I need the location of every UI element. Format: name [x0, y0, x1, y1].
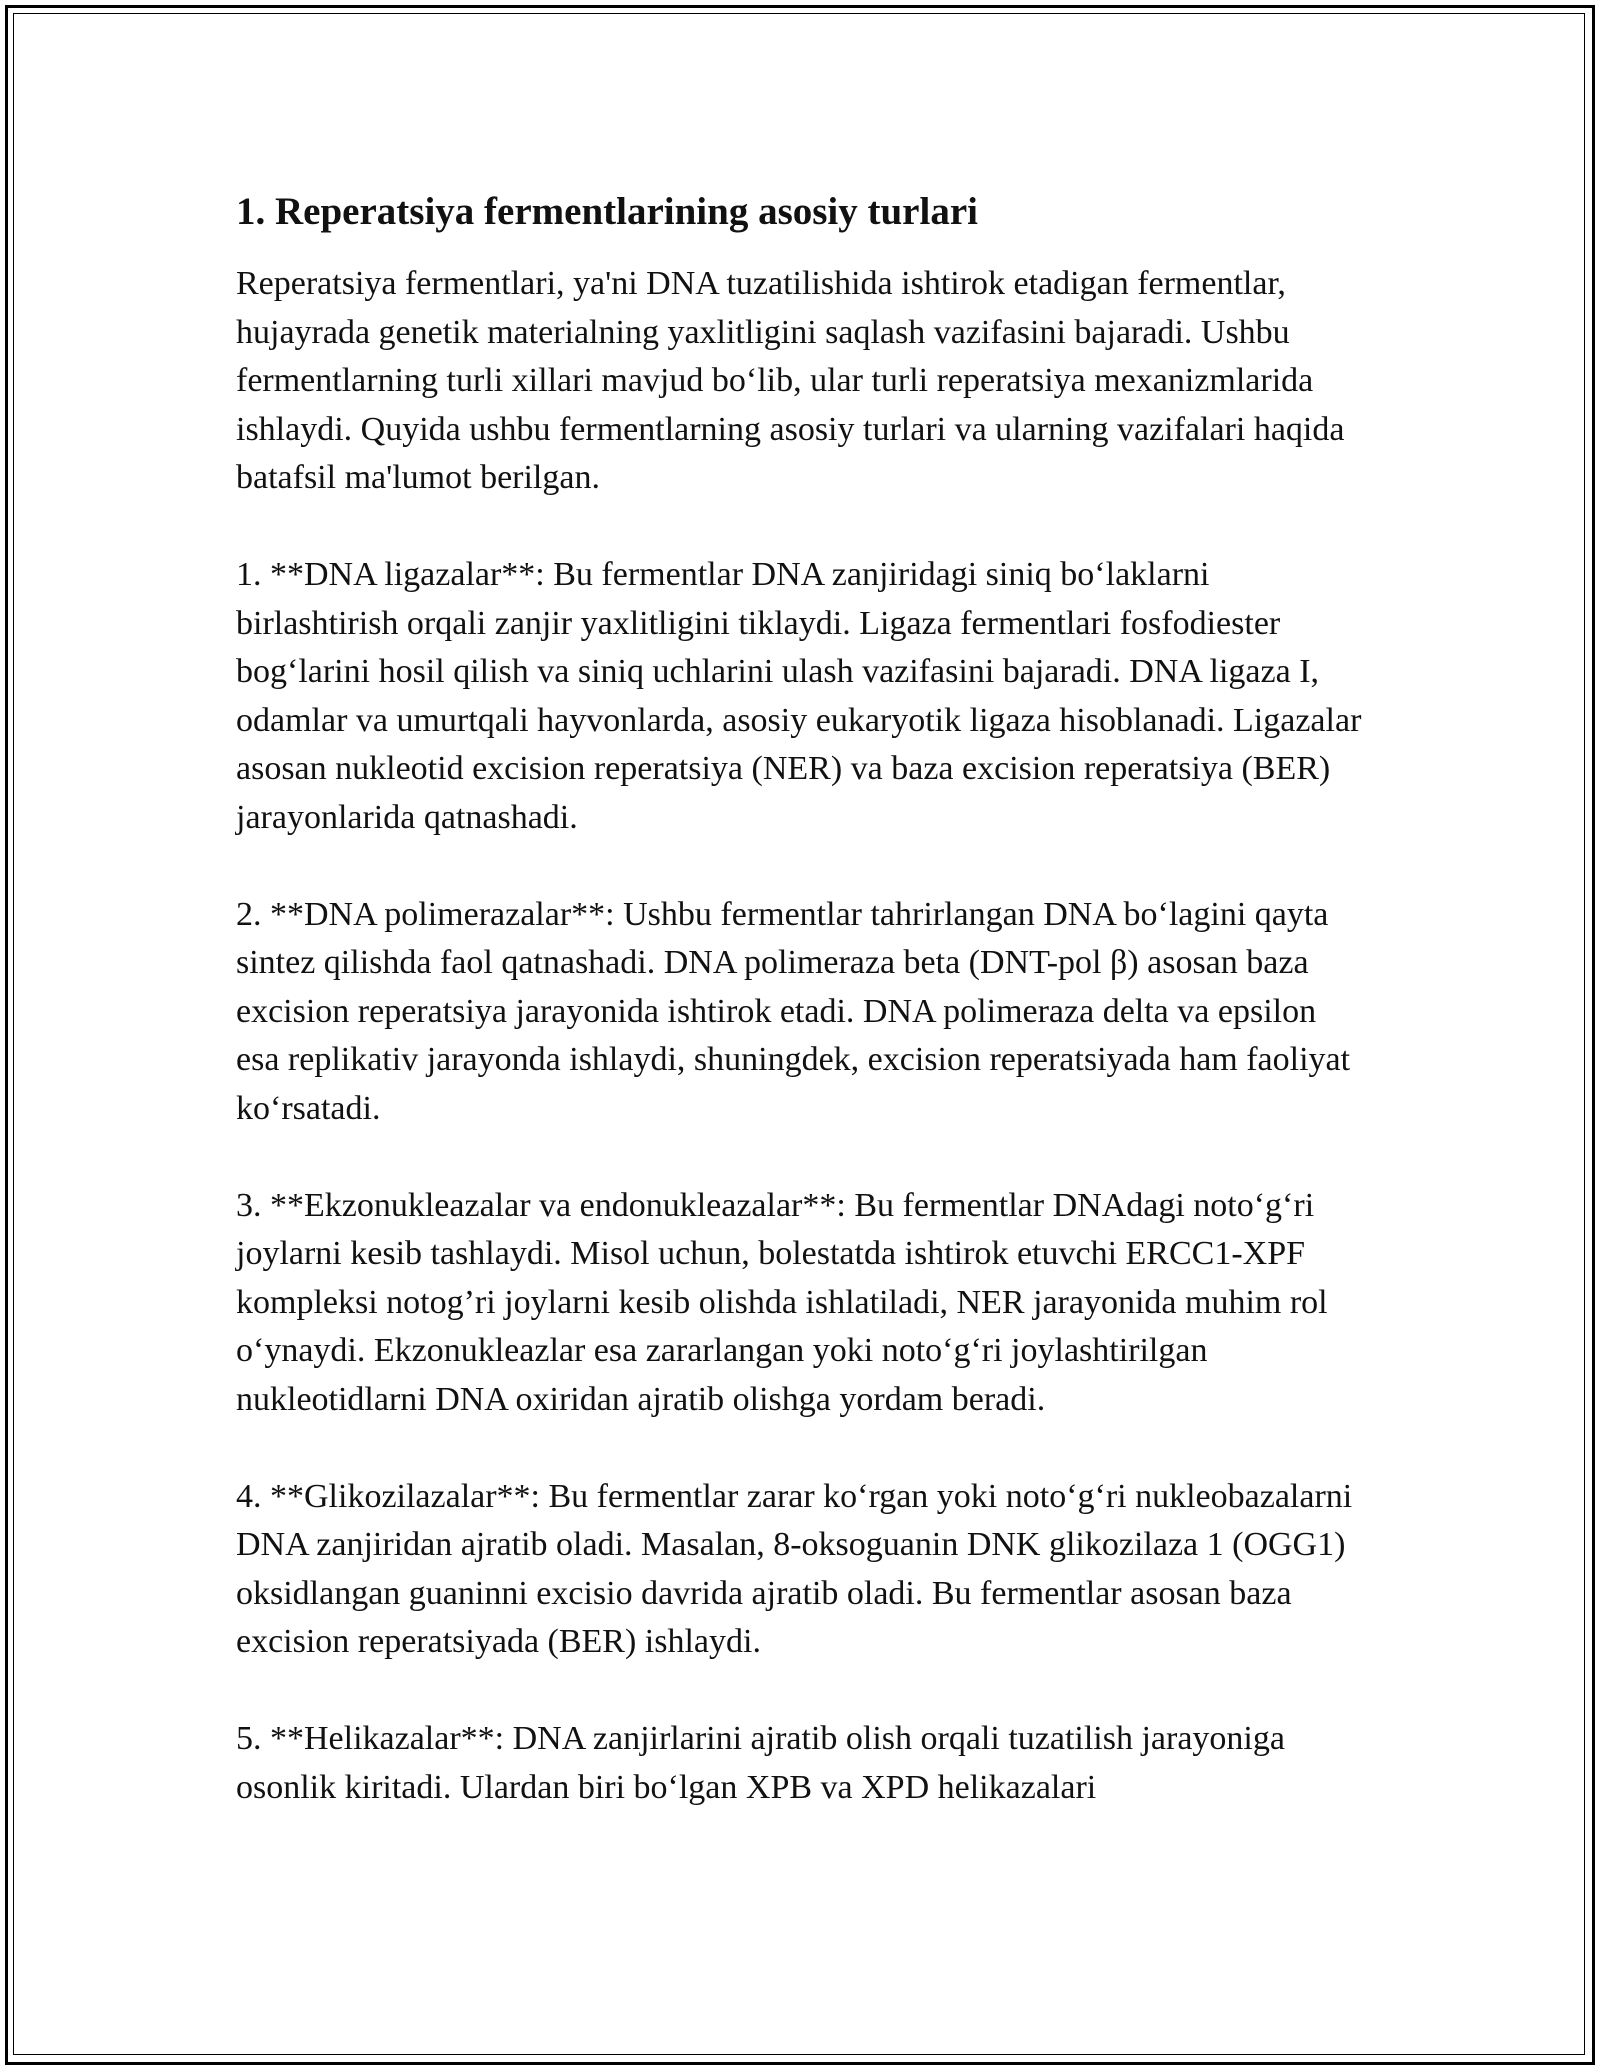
paragraph-helikazalar: 5. **Helikazalar**: DNA zanjirlarini ajratib olish orqali tuzatilish jarayoniga osonlik kiritadi. Ulardan biri bo‘lgan XPB va XPD helikazalari: [236, 1720, 1285, 1806]
paragraph-dna-polimerazalar: 2. **DNA polimerazalar**: Ushbu fermentlar tahrirlangan DNA bo‘lagini qayta sintez qilishda faol qatnashadi. DNA polimeraza beta (DNT-pol β) asosan baza excision reperatsiya jarayonida ishtirok etadi. DNA polimeraza delta va epsilon esa replikativ jarayonda ishlaydi, shuningdek, excision reperatsiyada ham faoliyat ko‘rsatadi.: [236, 895, 1351, 1127]
document-body: [236, 186, 1366, 1861]
section-heading: 1. Reperatsiya fermentlarining asosiy turlari: [236, 190, 978, 233]
paragraph-dna-ligazalar: 1. **DNA ligazalar**: Bu fermentlar DNA zanjiridagi siniq bo‘laklarni birlashtirish orqali zanjir yaxlitligini tiklaydi. Ligaza fermentlari fosfodiester bog‘larini hosil qilish va siniq uchlarini ulash vazifasini bajaradi. DNA ligaza I, odamlar va umurtqali hayvonlarda, asosiy eukaryotik ligaza hisoblanadi. Ligazalar asosan nukleotid excision reperatsiya (NER) va baza excision reperatsiya (BER) jarayonlarida qatnashadi.: [236, 556, 1362, 836]
paragraph-glikozilazalar: 4. **Glikozilazalar**: Bu fermentlar zarar ko‘rgan yoki noto‘g‘ri nukleobazalarni DNA zanjiridan ajratib oladi. Masalan, 8-oksoguanin DNK glikozilaza 1 (OGG1) oksidlangan guaninni excisio davrida ajratib oladi. Bu fermentlar asosan baza excision reperatsiyada (BER) ishlaydi.: [236, 1477, 1353, 1660]
paragraph-nukleazalar: 3. **Ekzonukleazalar va endonukleazalar**: Bu fermentlar DNAdagi noto‘g‘ri joylarni kesib tashlaydi. Misol uchun, bolestatda ishtirok etuvchi ERCC1-XPF kompleksi notog’ri joylarni kesib olishda ishlatiladi, NER jarayonida muhim rol o‘ynaydi. Ekzonukleazlar esa zararlangan yoki noto‘g‘ri joylashtirilgan nukleotidlarni DNA oxiridan ajratib olishga yordam beradi.: [236, 1186, 1328, 1418]
intro-paragraph: Reperatsiya fermentlari, ya'ni DNA tuzatilishida ishtirok etadigan fermentlar, hujayrada genetik materialning yaxlitligini saqlash vazifasini bajaradi. Ushbu fermentlarning turli xillari mavjud bo‘lib, ular turli reperatsiya mexanizmlarida ishlaydi. Quyida ushbu fermentlarning asosiy turlari va ularning vazifalari haqida batafsil ma'lumot berilgan.: [236, 265, 1345, 496]
